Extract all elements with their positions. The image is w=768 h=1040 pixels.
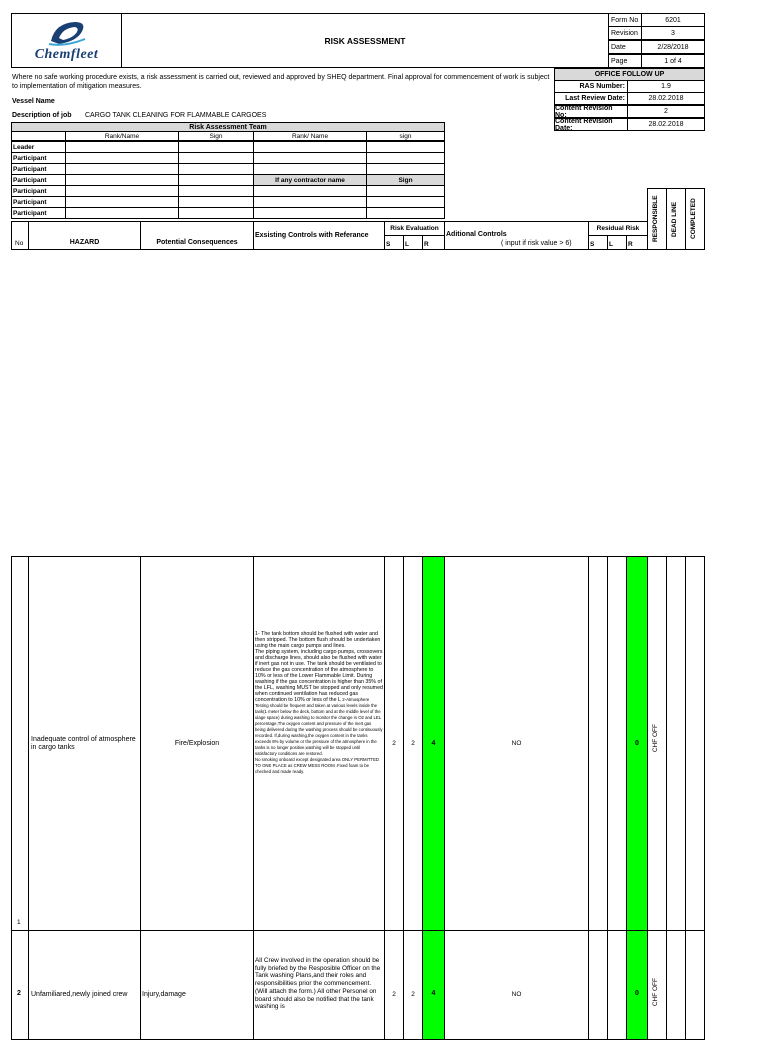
row-risk-value: 4 xyxy=(422,556,445,931)
col-r: R xyxy=(422,235,445,250)
revision-label: Revision xyxy=(608,26,642,40)
row-l: 2 xyxy=(403,556,423,931)
team-role-label: Participant xyxy=(11,152,66,164)
date-value: 2/28/2018 xyxy=(641,40,705,54)
row-residual-risk: 0 xyxy=(626,556,648,931)
col-residual-l: L xyxy=(607,235,627,250)
col-controls: Exsisting Controls with Referance xyxy=(253,221,385,250)
form-no-value: 6201 xyxy=(641,13,705,27)
col-responsible: RESPONSIBLE xyxy=(652,195,659,243)
team-col-rank1: Rank/Name xyxy=(65,131,179,141)
row-s: 2 xyxy=(384,930,404,1040)
col-residual-risk: Residual Risk xyxy=(588,221,648,236)
row-consequence: Injury,damage xyxy=(140,930,254,1040)
team-col-rank2: Rank/ Name xyxy=(253,131,367,141)
col-additional-controls: Aditional Controls xyxy=(446,231,507,238)
contractor-sign-label: Sign xyxy=(366,174,445,186)
team-role-label: Participant xyxy=(11,207,66,219)
col-residual-r: R xyxy=(626,235,648,250)
office-follow-up-header: OFFICE FOLLOW UP xyxy=(554,68,705,81)
row-no: 1 xyxy=(17,919,21,926)
table-header-row xyxy=(11,221,647,250)
table-row xyxy=(11,556,705,931)
job-description-label: Description of job xyxy=(12,112,72,119)
content-revision-no-value: 2 xyxy=(627,105,705,118)
row-additional: NO xyxy=(444,930,589,1040)
form-no-label: Form No xyxy=(608,13,642,27)
row-residual-risk: 0 xyxy=(626,930,648,1040)
team-col-sign2: sign xyxy=(366,131,445,141)
row-hazard: Inadequate control of atmosphere in cargo tanks xyxy=(28,556,141,931)
col-l: L xyxy=(403,235,423,250)
team-role-label: Leader xyxy=(11,141,66,153)
row-hazard: Unfamiliared,newly joined crew xyxy=(28,930,141,1040)
col-completed: COMPLETED xyxy=(690,198,697,240)
team-col-sign1: Sign xyxy=(178,131,254,141)
row-s: 2 xyxy=(384,556,404,931)
row-controls-detail: 2-Atmosphere Testing should be frequent and taken at various levels inside the tank(1 meter below the deck, bottom and at the middle level of the ulage space) during washing to monitor the change in O2 and LEL percentage,The oxygen content and pressure of the inert gas being delivered during the washing process should be continuously recorded. If,during washing,the oxygen content in the tanks exceeds 8% by volume or the pressure of the atmosphere in the tanks is no longer positive,washing will be stopped until satisfactory conditions are restored. No smoking onboard except designated area ONLY PERMITTED TO ONE PLACE as CREW MESS ROOM .Fixed foam to be checked and made ready. xyxy=(255,697,383,774)
last-review-value: 28.02.2018 xyxy=(627,92,705,105)
col-additional-note: ( input if risk value > 6) xyxy=(501,240,572,247)
page-label: Page xyxy=(608,54,642,68)
col-no: No xyxy=(15,240,24,247)
col-hazard: HAZARD xyxy=(28,221,141,250)
page-title: RISK ASSESSMENT xyxy=(121,13,609,68)
row-additional: NO xyxy=(444,556,589,931)
team-role-label: Participant xyxy=(11,196,66,208)
row-l: 2 xyxy=(403,930,423,1040)
vessel-name-label: Vessel Name xyxy=(12,98,55,105)
date-label: Date xyxy=(608,40,642,54)
col-consequences: Potential Consequences xyxy=(140,221,254,250)
row-controls: All Crew involved in the operation should be fully briefed by the Resposible Officer on the Tank washing Plans,and their roles and responsibilities prior the commencement.(Will attach the form.) All other Personel on board should also be notified that the tank washing is xyxy=(255,957,381,1011)
intro-text: Where no safe working procedure exists, a risk assessment is carried out, reviewed and approved by SHEQ department. Final approval for commencement of work is subject to implementation of mitigation measures. xyxy=(12,74,550,90)
ras-number-label: RAS Number: xyxy=(554,80,628,93)
row-responsible: CHF OFF xyxy=(652,724,659,753)
col-s: S xyxy=(384,235,404,250)
ras-number-value: 1.9 xyxy=(627,80,705,93)
team-role-label: Participant xyxy=(11,185,66,197)
row-controls xyxy=(253,630,385,776)
row-responsible: CHF OFF xyxy=(652,978,659,1007)
company-logo xyxy=(11,13,122,68)
job-description-value: CARGO TANK CLEANING FOR FLAMMABLE CARGOES xyxy=(85,112,267,119)
contractor-name-label: If any contractor name xyxy=(253,174,367,186)
team-header: Risk Assessment Team xyxy=(11,122,445,132)
col-risk-evaluation: Risk Evaluation xyxy=(384,221,445,236)
logo-wordmark: Chemfleet xyxy=(34,46,99,62)
office-follow-up-table xyxy=(554,80,705,132)
col-residual-s: S xyxy=(588,235,608,250)
content-revision-date-value: 28.02.2018 xyxy=(627,118,705,131)
col-dead-line: DEAD LINE xyxy=(671,201,678,237)
team-role-label: Participant xyxy=(11,163,66,175)
row-controls-main: 1- The tank bottom should be flushed with water and then stripped. The bottom flush should be undertaken using the main cargo pumps and lines. The piping system, including cargo pumps, crossovers and discharge lines, should also be flushed with water if inert gas not in use. The tank should be ventilated to reduce the gas concentration of the atmosphere to 10% or less of the Lower Flammable Limit. During washing if the gas concentration is higher than 35% of the LFL, washing MUST be stopped and only resumed when continued ventilation has reduced gas concentration to 10% or less of the L xyxy=(255,631,383,703)
form-info-table xyxy=(608,13,705,68)
last-review-label: Last Review Date: xyxy=(554,92,628,105)
row-risk-value: 4 xyxy=(422,930,445,1040)
page-value: 1 of 4 xyxy=(641,54,705,68)
team-role-label: Participant xyxy=(11,174,66,186)
logo-emblem-icon xyxy=(45,19,89,47)
row-consequence: Fire/Explosion xyxy=(140,556,254,931)
row-no: 2 xyxy=(17,990,21,997)
revision-value: 3 xyxy=(641,26,705,40)
content-revision-no-label: Content Revision No: xyxy=(554,105,628,118)
content-revision-date-label: Content Revision Date: xyxy=(554,118,628,131)
